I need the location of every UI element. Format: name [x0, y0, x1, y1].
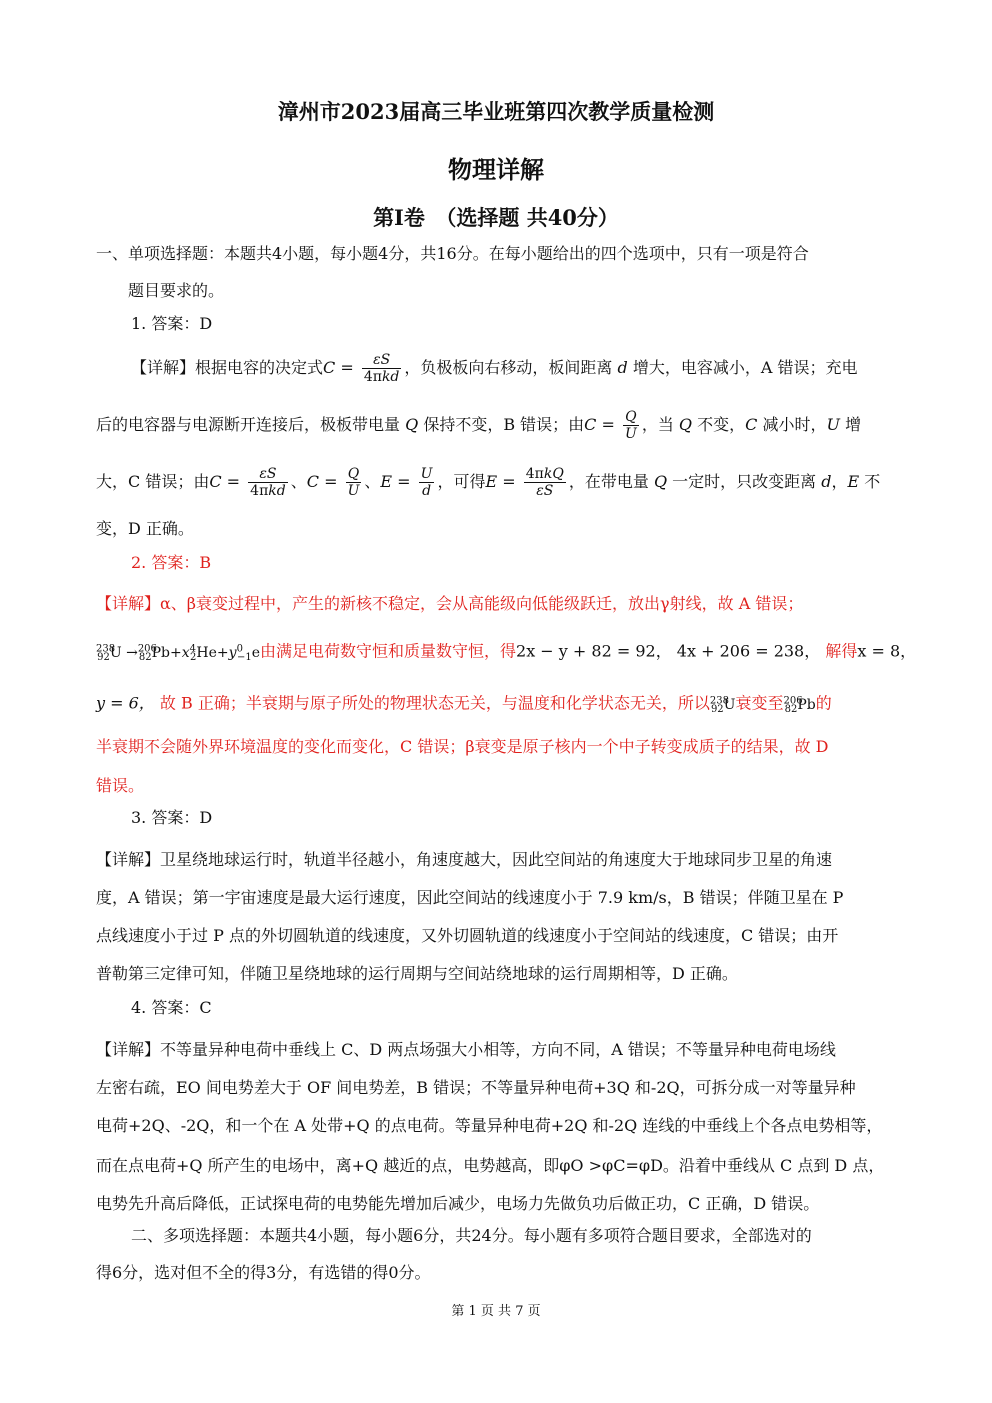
q2-explanation-line1: 【详解】α、β衰变过程中，产生的新核不稳定，会从高能级向低能级跃迁，放出γ射线，故 A 错误； [96, 594, 804, 613]
q4-explanation-line3: 电荷+2Q、-2Q，和一个在 A 处带+Q 的点电荷。等量异种电荷+2Q 和-2Q 连线的中垂线上个各点电势相等， [96, 1116, 883, 1135]
q2-explanation-line4: 半衰期不会随外界环境温度的变化而变化，C 错误；β衰变是原子核内一个中子转变成质子的结果，故 D [96, 737, 829, 756]
q3-explanation-line2: 度，A 错误；第一宇宙速度是最大运行速度，因此空间站的线速度小于 7.9 km/s，B 错误；伴随卫星在 P [96, 888, 844, 907]
section2-intro-line1: 二、多项选择题：本题共4小题，每小题6分，共24分。每小题有多项符合题目要求，全部选对的 [131, 1226, 812, 1245]
section2-intro-line2: 得6分，选对但不全的得3分，有选错的得0分。 [96, 1263, 431, 1282]
q1-explanation-line2: 后的电容器与电源断开连接后，极板带电量 Q 保持不变，B 错误；由C = $\frac{Q}{U}$ ，当 Q 不变，C 减小时，U 增 [96, 409, 862, 442]
q4-answer: 4. 答案：C [131, 998, 212, 1017]
q1-answer: 1. 答案：D [131, 314, 213, 333]
section1-intro-line2: 题目要求的。 [128, 281, 225, 300]
volume-heading: 第Ⅰ卷 （选择题 共40分） [373, 205, 619, 230]
q2-answer: 2. 答案：B [131, 553, 212, 572]
document-subtitle: 物理详解 [448, 155, 544, 184]
q2-explanation-line3: y = 6， 故 B 正确；半衰期与原子所处的物理状态无关，与温度和化学状态无关，所以$^{238}_{92}$U衰变至$^{206}_{82}$Pb的 [96, 693, 832, 716]
page-footer: 第 1 页 共 7 页 [451, 1304, 541, 1319]
q1-explanation-line3: 大，C 错误；由C = $\frac{\varepsilon S}{\text{4πkd}}$ 、C = $\frac{Q}{U}$ 、E = $\frac{U}{d}$ ，可得E = $\frac{\text{4πkQ}}{\varepsilon S}$ ，在带电量 Q 一定时，只改变距离 d，E 不 [96, 466, 881, 499]
document-title: 漳州市2023届高三毕业班第四次教学质量检测 [277, 99, 715, 124]
q4-explanation-line2: 左密右疏，EO 间电势差大于 OF 间电势差，B 错误；不等量异种电荷+3Q 和-2Q，可拆分成一对等量异种 [96, 1078, 856, 1097]
q1-explanation-line4: 变，D 正确。 [96, 519, 194, 538]
q3-explanation-line1: 【详解】卫星绕地球运行时，轨道半径越小，角速度越大，因此空间站的角速度大于地球同步卫星的角速 [96, 850, 833, 869]
q3-answer: 3. 答案：D [131, 808, 213, 827]
q1-explanation-line1: 【详解】根据电容的决定式C = $\frac{\varepsilon S}{\text{4πkd}}$ ，负极板向右移动，板间距离 d 增大，电容减小，A 错误；充电 [131, 352, 858, 385]
q2-explanation-line2: $^{238}_{92}U \to^{206}_{82}Pb+x^4_2He+y^0_{-1}e$由满足电荷数守恒和质量数守恒，得2x − y + 82 = 92， 4x + 206 = 238， 解得x = 8， [96, 641, 917, 664]
q3-explanation-line3: 点线速度小于过 P 点的外切圆轨道的线速度，又外切圆轨道的线速度小于空间站的线速度，C 错误；由开 [96, 926, 839, 945]
q4-explanation-line1: 【详解】不等量异种电荷中垂线上 C、D 两点场强大小相等，方向不同，A 错误；不等量异种电荷电场线 [96, 1040, 836, 1059]
q2-explanation-line5: 错误。 [96, 776, 145, 795]
section1-intro-line1: 一、单项选择题：本题共4小题，每小题4分，共16分。在每小题给出的四个选项中，只有一项是符合 [96, 244, 809, 263]
q4-explanation-line4: 而在点电荷+Q 所产生的电场中，离+Q 越近的点，电势越高，即φO >φC=φD。沿着中垂线从 C 点到 D 点， [96, 1156, 885, 1175]
q4-explanation-line5: 电势先升高后降低，正试探电荷的电势能先增加后减少，电场力先做负功后做正功，C 正确，D 错误。 [96, 1194, 820, 1213]
q3-explanation-line4: 普勒第三定律可知，伴随卫星绕地球的运行周期与空间站绕地球的运行周期相等，D 正确。 [96, 964, 738, 983]
